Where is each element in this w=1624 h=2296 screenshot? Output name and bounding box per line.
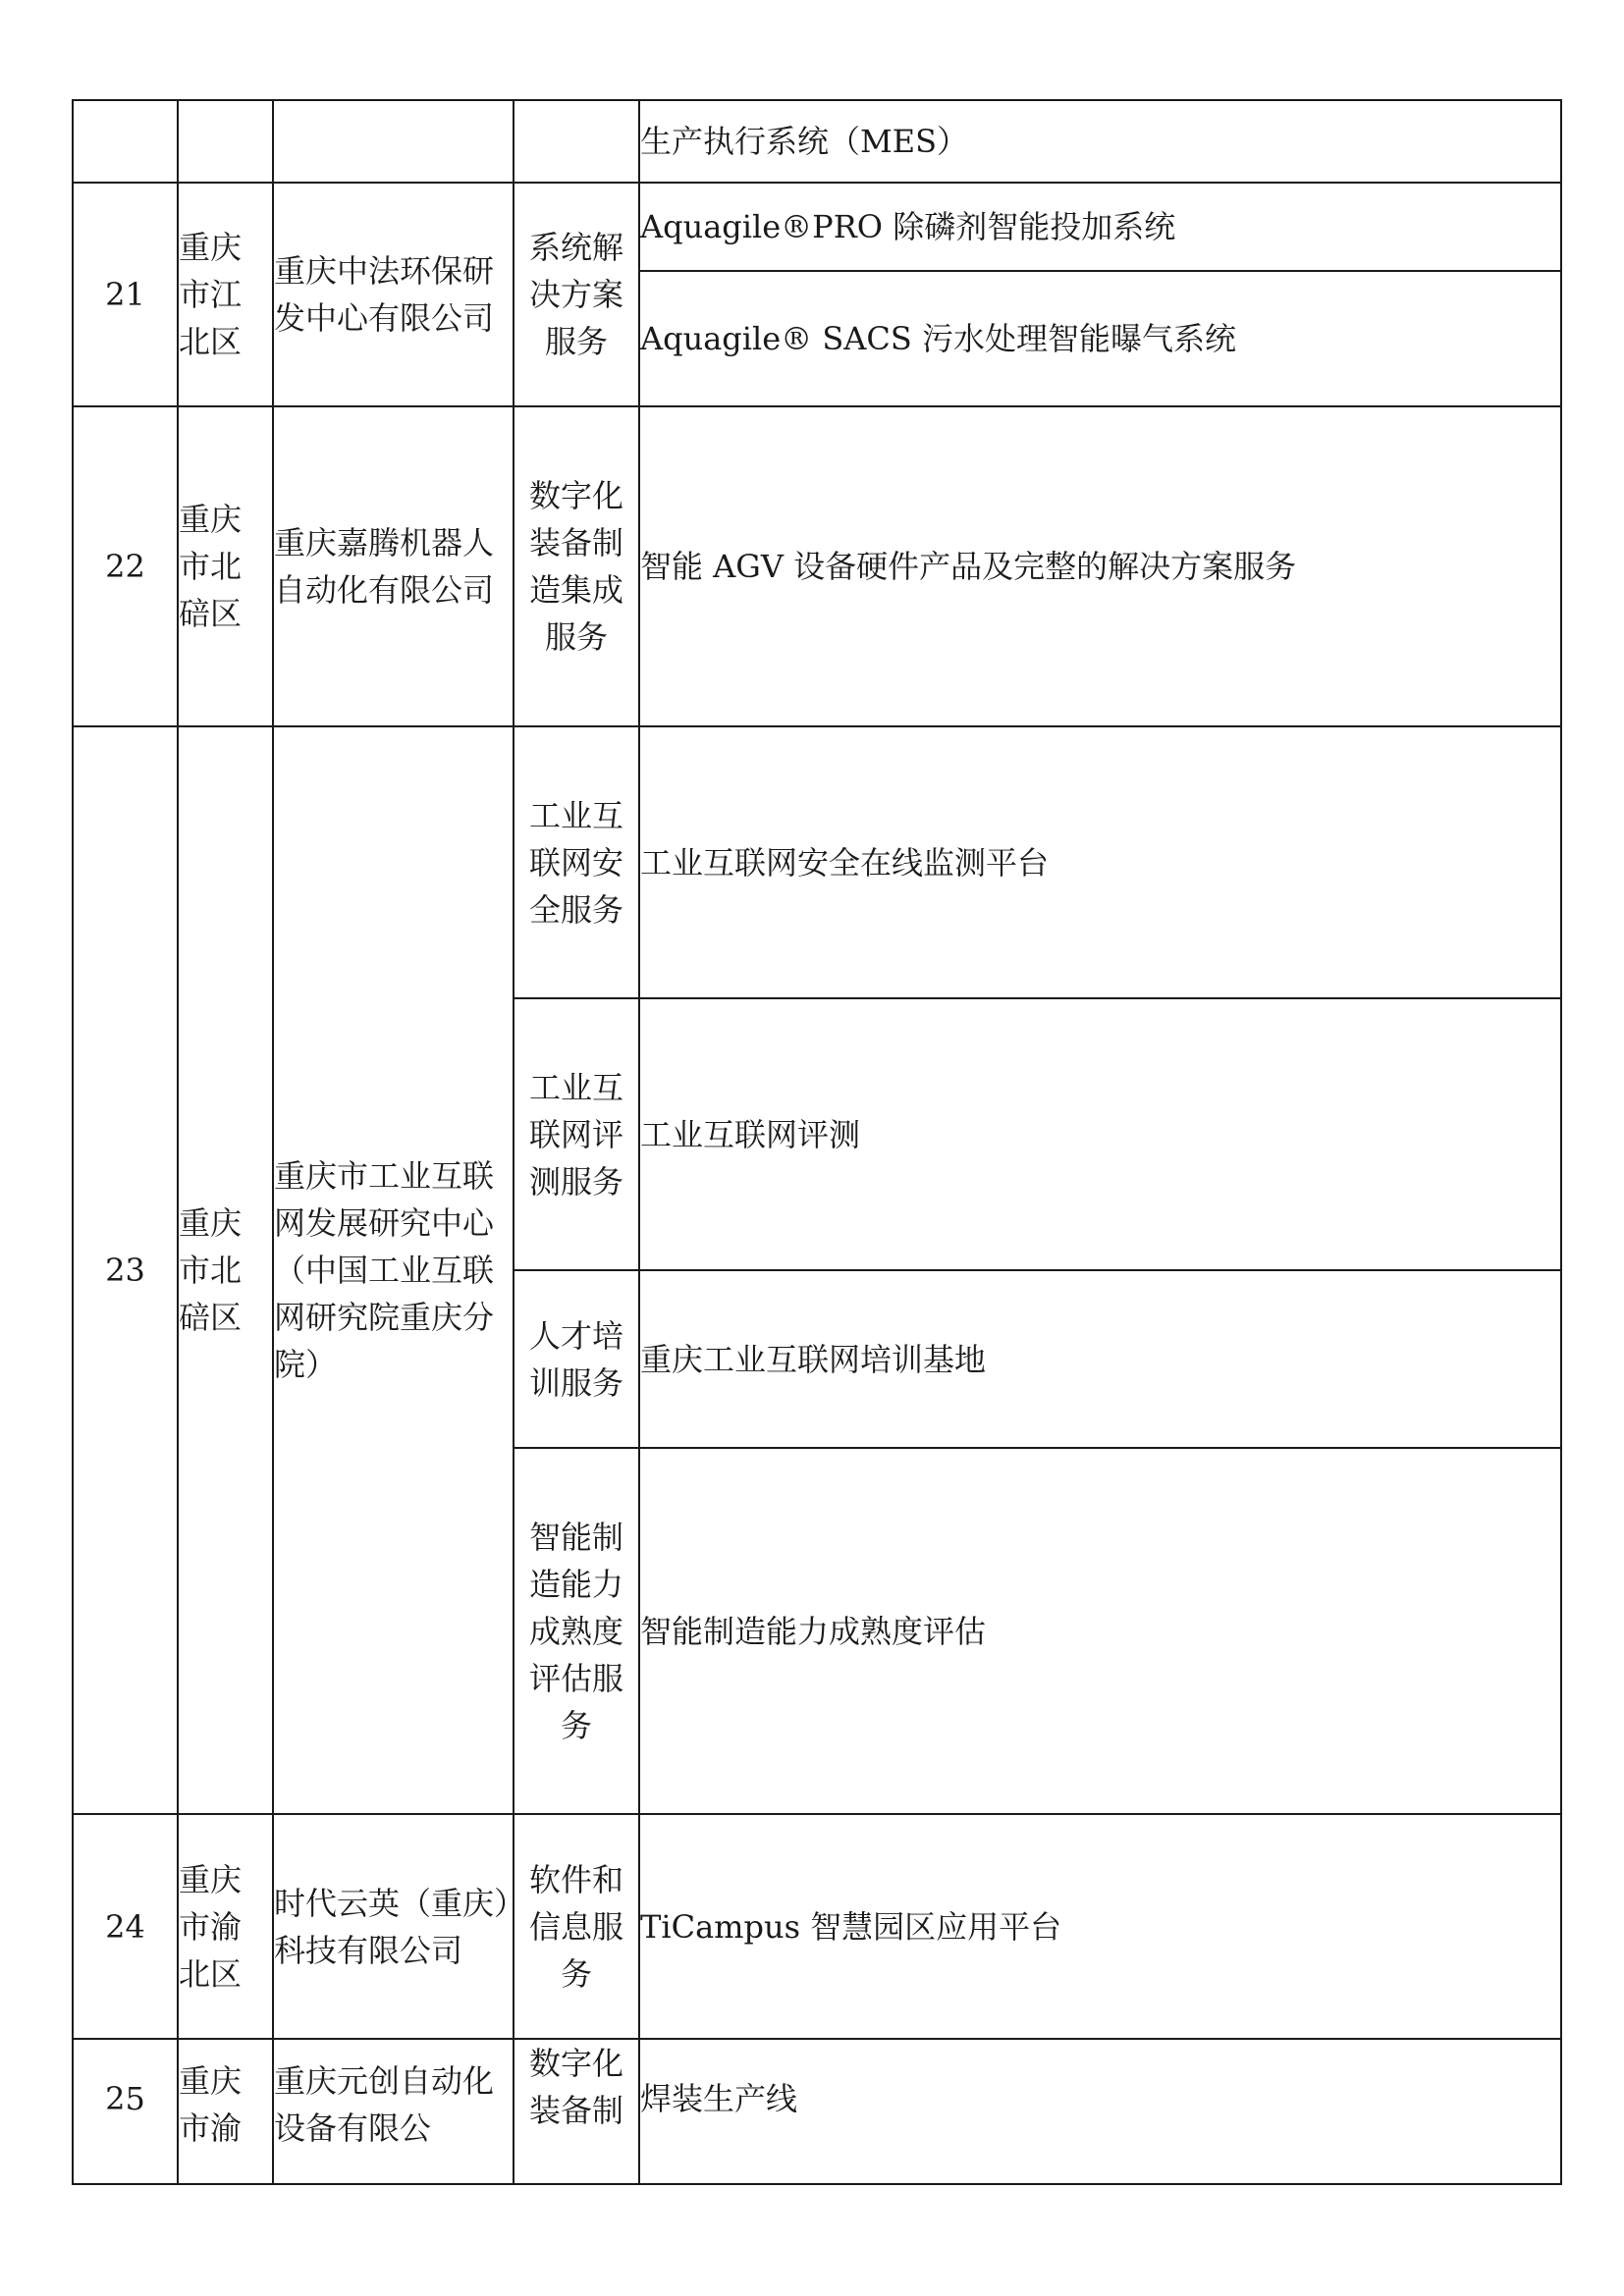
table-row xyxy=(73,2039,1561,2184)
cell-region xyxy=(178,100,273,183)
category-text: 人才培训服务 xyxy=(528,1316,623,1402)
cell-product xyxy=(639,1814,1561,2039)
cell-company xyxy=(273,1814,514,2039)
cell-product xyxy=(639,406,1561,726)
cell-no xyxy=(73,2039,178,2184)
company-text: 时代云英（重庆）科技有限公司 xyxy=(274,1884,511,1969)
cell-product xyxy=(639,1270,1561,1448)
region-text: 重庆市北碚区 xyxy=(179,1204,243,1336)
category-text: 软件和信息服务 xyxy=(528,1860,623,1993)
cell-category xyxy=(514,1814,639,2039)
row-number: 24 xyxy=(105,1907,145,1946)
cell-region xyxy=(178,183,273,406)
cell-category xyxy=(514,2039,639,2184)
cell-company xyxy=(273,2039,514,2184)
category-text: 智能制造能力成熟度评估服务 xyxy=(528,1518,623,1744)
product-text: 智能 AGV 设备硬件产品及完整的解决方案服务 xyxy=(640,548,1297,585)
table-row xyxy=(73,406,1561,726)
cell-category xyxy=(514,100,639,183)
product-text: 焊装生产线 xyxy=(640,2080,798,2117)
product-text: 生产执行系统（MES） xyxy=(640,123,969,160)
product-text: 重庆工业互联网培训基地 xyxy=(640,1340,987,1378)
table-row xyxy=(73,183,1561,271)
cell-company xyxy=(273,100,514,183)
row-number: 25 xyxy=(105,2080,145,2117)
category-text: 数字化装备制造集成服务 xyxy=(528,477,623,656)
cell-region xyxy=(178,1814,273,2039)
region-text: 重庆市渝北区 xyxy=(179,1860,243,1993)
company-text: 重庆市工业互联网发展研究中心（中国工业互联网研究院重庆分院） xyxy=(274,1157,495,1383)
cell-product xyxy=(639,271,1561,406)
cell-product xyxy=(639,100,1561,183)
cell-company xyxy=(273,406,514,726)
cell-region xyxy=(178,2039,273,2184)
cell-region xyxy=(178,726,273,1814)
company-text: 重庆中法环保研发中心有限公司 xyxy=(274,252,495,337)
cell-no xyxy=(73,1814,178,2039)
cell-company xyxy=(273,183,514,406)
cell-region xyxy=(178,406,273,726)
region-text: 重庆市北碚区 xyxy=(179,501,243,632)
table-row xyxy=(73,100,1561,183)
cell-category xyxy=(514,726,639,998)
table-row xyxy=(73,726,1561,998)
category-text: 数字化装备制 xyxy=(528,2045,623,2129)
row-number: 21 xyxy=(105,276,145,313)
cell-category xyxy=(514,406,639,726)
cell-category xyxy=(514,998,639,1270)
cell-no xyxy=(73,183,178,406)
category-text: 系统解决方案服务 xyxy=(528,229,623,360)
cell-category xyxy=(514,1448,639,1814)
company-text: 重庆元创自动化设备有限公 xyxy=(274,2062,495,2147)
row-number: 23 xyxy=(105,1252,145,1289)
cell-product xyxy=(639,183,1561,271)
product-text: Aquagile® SACS 污水处理智能曝气系统 xyxy=(640,320,1236,357)
company-text: 重庆嘉腾机器人自动化有限公司 xyxy=(274,524,495,609)
enterprise-table xyxy=(72,99,1562,2185)
cell-company xyxy=(273,726,514,1814)
product-text: Aquagile®PRO 除磷剂智能投加系统 xyxy=(640,208,1176,245)
product-text: 智能制造能力成熟度评估 xyxy=(640,1612,987,1650)
cell-no xyxy=(73,406,178,726)
cell-product xyxy=(639,726,1561,998)
cell-category xyxy=(514,183,639,406)
region-text: 重庆市江北区 xyxy=(179,229,243,360)
cell-no xyxy=(73,726,178,1814)
row-number: 22 xyxy=(105,548,145,585)
category-text: 工业互联网评测服务 xyxy=(528,1068,623,1201)
product-text: TiCampus 智慧园区应用平台 xyxy=(640,1907,1062,1946)
cell-product xyxy=(639,998,1561,1270)
product-text: 工业互联网评测 xyxy=(640,1115,861,1153)
cell-product xyxy=(639,2039,1561,2184)
region-text: 重庆市渝 xyxy=(179,2062,243,2147)
cell-product xyxy=(639,1448,1561,1814)
product-text: 工业互联网安全在线监测平台 xyxy=(640,843,1050,881)
category-text: 工业互联网安全服务 xyxy=(528,796,623,929)
table-row xyxy=(73,1814,1561,2039)
cell-category xyxy=(514,1270,639,1448)
cell-no xyxy=(73,100,178,183)
